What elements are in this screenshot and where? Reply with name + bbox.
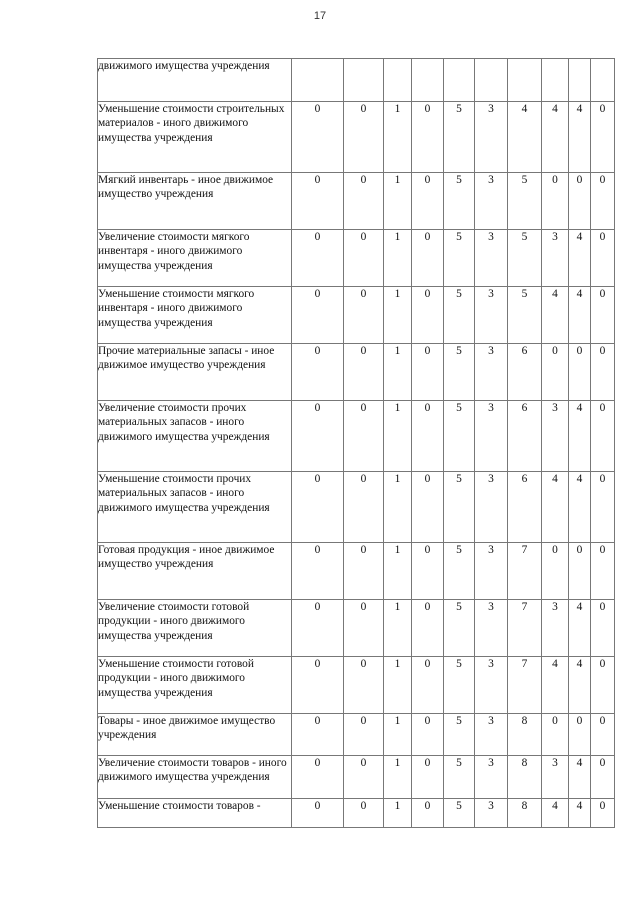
code-digit-cell: 0 bbox=[292, 756, 344, 799]
code-digit-cell: 0 bbox=[292, 401, 344, 472]
code-digit-cell bbox=[475, 59, 508, 102]
code-digit-cell bbox=[569, 59, 591, 102]
code-digit-cell: 0 bbox=[591, 543, 615, 600]
code-digit-cell: 0 bbox=[344, 230, 384, 287]
code-digit-cell: 7 bbox=[508, 600, 542, 657]
account-name-cell: Увеличение стоимости товаров - иного движимого имущества учреждения bbox=[98, 756, 292, 799]
account-name-cell: Готовая продукция - иное движимое имущество учреждения bbox=[98, 543, 292, 600]
table-row bbox=[98, 657, 615, 714]
code-digit-cell: 1 bbox=[384, 756, 412, 799]
account-name-cell: Товары - иное движимое имущество учреждения bbox=[98, 714, 292, 756]
code-digit-cell: 1 bbox=[384, 344, 412, 401]
code-digit-cell: 0 bbox=[569, 543, 591, 600]
code-digit-cell: 0 bbox=[292, 600, 344, 657]
code-digit-cell: 1 bbox=[384, 401, 412, 472]
code-digit-cell: 0 bbox=[542, 543, 569, 600]
code-digit-cell: 0 bbox=[292, 543, 344, 600]
code-digit-cell: 4 bbox=[569, 472, 591, 543]
code-digit-cell: 0 bbox=[412, 600, 444, 657]
code-digit-cell: 3 bbox=[475, 287, 508, 344]
account-name-cell: движимого имущества учреждения bbox=[98, 59, 292, 102]
table-row bbox=[98, 173, 615, 230]
code-digit-cell: 8 bbox=[508, 799, 542, 828]
code-digit-cell: 3 bbox=[475, 756, 508, 799]
table-row bbox=[98, 287, 615, 344]
code-digit-cell: 5 bbox=[444, 657, 475, 714]
code-digit-cell: 0 bbox=[292, 714, 344, 756]
code-digit-cell: 1 bbox=[384, 543, 412, 600]
code-digit-cell: 3 bbox=[542, 401, 569, 472]
code-digit-cell: 0 bbox=[569, 344, 591, 401]
code-digit-cell: 0 bbox=[344, 401, 384, 472]
code-digit-cell: 7 bbox=[508, 657, 542, 714]
code-digit-cell: 5 bbox=[444, 102, 475, 173]
account-name-cell: Уменьшение стоимости строительных материалов - иного движимого имущества учреждения bbox=[98, 102, 292, 173]
code-digit-cell: 0 bbox=[344, 543, 384, 600]
code-digit-cell: 0 bbox=[292, 657, 344, 714]
code-digit-cell bbox=[292, 59, 344, 102]
code-digit-cell: 3 bbox=[542, 756, 569, 799]
code-digit-cell: 0 bbox=[292, 472, 344, 543]
code-digit-cell: 4 bbox=[569, 287, 591, 344]
code-digit-cell: 4 bbox=[508, 102, 542, 173]
code-digit-cell: 1 bbox=[384, 230, 412, 287]
code-digit-cell: 6 bbox=[508, 344, 542, 401]
code-digit-cell: 4 bbox=[569, 799, 591, 828]
code-digit-cell: 4 bbox=[569, 230, 591, 287]
code-digit-cell: 4 bbox=[569, 600, 591, 657]
code-digit-cell: 0 bbox=[412, 344, 444, 401]
code-digit-cell: 0 bbox=[591, 230, 615, 287]
code-digit-cell: 4 bbox=[542, 287, 569, 344]
code-digit-cell: 0 bbox=[412, 472, 444, 543]
code-digit-cell: 7 bbox=[508, 543, 542, 600]
code-digit-cell: 0 bbox=[591, 173, 615, 230]
table-row bbox=[98, 799, 615, 828]
account-name-cell: Уменьшение стоимости мягкого инвентаря - иного движимого имущества учреждения bbox=[98, 287, 292, 344]
code-digit-cell: 0 bbox=[292, 344, 344, 401]
code-digit-cell: 0 bbox=[344, 287, 384, 344]
table-row bbox=[98, 472, 615, 543]
code-digit-cell: 3 bbox=[475, 799, 508, 828]
code-digit-cell: 0 bbox=[412, 173, 444, 230]
code-digit-cell: 0 bbox=[344, 344, 384, 401]
code-digit-cell: 0 bbox=[569, 173, 591, 230]
code-digit-cell: 1 bbox=[384, 173, 412, 230]
code-digit-cell bbox=[542, 59, 569, 102]
code-digit-cell: 0 bbox=[412, 102, 444, 173]
code-digit-cell: 1 bbox=[384, 287, 412, 344]
code-digit-cell: 4 bbox=[569, 102, 591, 173]
code-digit-cell: 1 bbox=[384, 102, 412, 173]
table-row bbox=[98, 102, 615, 173]
code-digit-cell: 5 bbox=[444, 401, 475, 472]
code-digit-cell: 5 bbox=[444, 543, 475, 600]
code-digit-cell: 0 bbox=[591, 600, 615, 657]
code-digit-cell bbox=[508, 59, 542, 102]
code-digit-cell: 8 bbox=[508, 714, 542, 756]
code-digit-cell: 0 bbox=[344, 657, 384, 714]
code-digit-cell: 0 bbox=[542, 173, 569, 230]
code-digit-cell: 6 bbox=[508, 472, 542, 543]
code-digit-cell: 4 bbox=[542, 472, 569, 543]
code-digit-cell: 0 bbox=[591, 799, 615, 828]
code-digit-cell: 3 bbox=[475, 344, 508, 401]
code-digit-cell: 0 bbox=[569, 714, 591, 756]
table-row bbox=[98, 756, 615, 799]
code-digit-cell: 0 bbox=[344, 472, 384, 543]
code-digit-cell: 5 bbox=[444, 472, 475, 543]
code-digit-cell: 4 bbox=[542, 799, 569, 828]
page-number: 17 bbox=[313, 10, 327, 22]
code-digit-cell: 3 bbox=[542, 600, 569, 657]
code-digit-cell: 3 bbox=[475, 173, 508, 230]
account-name-cell: Увеличение стоимости мягкого инвентаря - иного движимого имущества учреждения bbox=[98, 230, 292, 287]
code-digit-cell: 0 bbox=[344, 799, 384, 828]
code-digit-cell: 5 bbox=[508, 230, 542, 287]
table-row bbox=[98, 543, 615, 600]
code-digit-cell: 3 bbox=[475, 472, 508, 543]
code-digit-cell: 1 bbox=[384, 657, 412, 714]
code-digit-cell: 1 bbox=[384, 799, 412, 828]
code-digit-cell bbox=[384, 59, 412, 102]
code-digit-cell: 0 bbox=[542, 714, 569, 756]
code-digit-cell: 5 bbox=[508, 287, 542, 344]
code-digit-cell: 5 bbox=[444, 344, 475, 401]
code-digit-cell: 0 bbox=[591, 344, 615, 401]
code-digit-cell: 0 bbox=[344, 102, 384, 173]
code-digit-cell: 4 bbox=[569, 401, 591, 472]
code-digit-cell: 3 bbox=[542, 230, 569, 287]
code-digit-cell bbox=[412, 59, 444, 102]
code-digit-cell: 8 bbox=[508, 756, 542, 799]
code-digit-cell: 4 bbox=[569, 657, 591, 714]
code-digit-cell: 0 bbox=[591, 714, 615, 756]
code-digit-cell: 0 bbox=[412, 230, 444, 287]
code-digit-cell: 0 bbox=[292, 287, 344, 344]
account-name-cell: Увеличение стоимости готовой продукции - иного движимого имущества учреждения bbox=[98, 600, 292, 657]
table-body bbox=[98, 59, 615, 828]
code-digit-cell: 3 bbox=[475, 657, 508, 714]
code-digit-cell: 5 bbox=[444, 799, 475, 828]
code-digit-cell: 0 bbox=[412, 756, 444, 799]
code-digit-cell: 3 bbox=[475, 543, 508, 600]
account-name-cell: Увеличение стоимости прочих материальных запасов - иного движимого имущества учреждения bbox=[98, 401, 292, 472]
accounts-table bbox=[97, 58, 615, 828]
code-digit-cell: 0 bbox=[292, 799, 344, 828]
code-digit-cell bbox=[591, 59, 615, 102]
code-digit-cell: 3 bbox=[475, 230, 508, 287]
table-row bbox=[98, 714, 615, 756]
code-digit-cell: 3 bbox=[475, 401, 508, 472]
table-row bbox=[98, 344, 615, 401]
code-digit-cell: 3 bbox=[475, 102, 508, 173]
code-digit-cell: 0 bbox=[591, 102, 615, 173]
code-digit-cell: 0 bbox=[591, 472, 615, 543]
code-digit-cell: 4 bbox=[542, 657, 569, 714]
code-digit-cell: 0 bbox=[412, 657, 444, 714]
table-row bbox=[98, 59, 615, 102]
code-digit-cell: 0 bbox=[591, 657, 615, 714]
table-row bbox=[98, 600, 615, 657]
table-row bbox=[98, 401, 615, 472]
code-digit-cell: 4 bbox=[569, 756, 591, 799]
code-digit-cell: 1 bbox=[384, 714, 412, 756]
code-digit-cell: 6 bbox=[508, 401, 542, 472]
code-digit-cell: 1 bbox=[384, 472, 412, 543]
code-digit-cell: 0 bbox=[344, 173, 384, 230]
code-digit-cell: 0 bbox=[412, 401, 444, 472]
code-digit-cell bbox=[344, 59, 384, 102]
code-digit-cell: 0 bbox=[344, 714, 384, 756]
code-digit-cell: 5 bbox=[444, 287, 475, 344]
code-digit-cell: 0 bbox=[412, 543, 444, 600]
code-digit-cell: 0 bbox=[591, 401, 615, 472]
code-digit-cell: 0 bbox=[412, 714, 444, 756]
code-digit-cell: 5 bbox=[508, 173, 542, 230]
code-digit-cell: 3 bbox=[475, 714, 508, 756]
code-digit-cell: 4 bbox=[542, 102, 569, 173]
account-name-cell: Прочие материальные запасы - иное движимое имущество учреждения bbox=[98, 344, 292, 401]
account-name-cell: Уменьшение стоимости товаров - bbox=[98, 799, 292, 828]
code-digit-cell: 0 bbox=[542, 344, 569, 401]
table-row bbox=[98, 230, 615, 287]
code-digit-cell: 0 bbox=[412, 287, 444, 344]
account-name-cell: Уменьшение стоимости прочих материальных запасов - иного движимого имущества учреждения bbox=[98, 472, 292, 543]
code-digit-cell: 5 bbox=[444, 600, 475, 657]
code-digit-cell bbox=[444, 59, 475, 102]
code-digit-cell: 0 bbox=[591, 756, 615, 799]
code-digit-cell: 0 bbox=[344, 756, 384, 799]
code-digit-cell: 5 bbox=[444, 714, 475, 756]
code-digit-cell: 0 bbox=[412, 799, 444, 828]
account-name-cell: Мягкий инвентарь - иное движимое имущество учреждения bbox=[98, 173, 292, 230]
code-digit-cell: 5 bbox=[444, 756, 475, 799]
code-digit-cell: 0 bbox=[591, 287, 615, 344]
code-digit-cell: 5 bbox=[444, 230, 475, 287]
code-digit-cell: 5 bbox=[444, 173, 475, 230]
code-digit-cell: 0 bbox=[292, 230, 344, 287]
code-digit-cell: 1 bbox=[384, 600, 412, 657]
code-digit-cell: 0 bbox=[292, 173, 344, 230]
code-digit-cell: 0 bbox=[292, 102, 344, 173]
code-digit-cell: 3 bbox=[475, 600, 508, 657]
account-name-cell: Уменьшение стоимости готовой продукции - иного движимого имущества учреждения bbox=[98, 657, 292, 714]
code-digit-cell: 0 bbox=[344, 600, 384, 657]
